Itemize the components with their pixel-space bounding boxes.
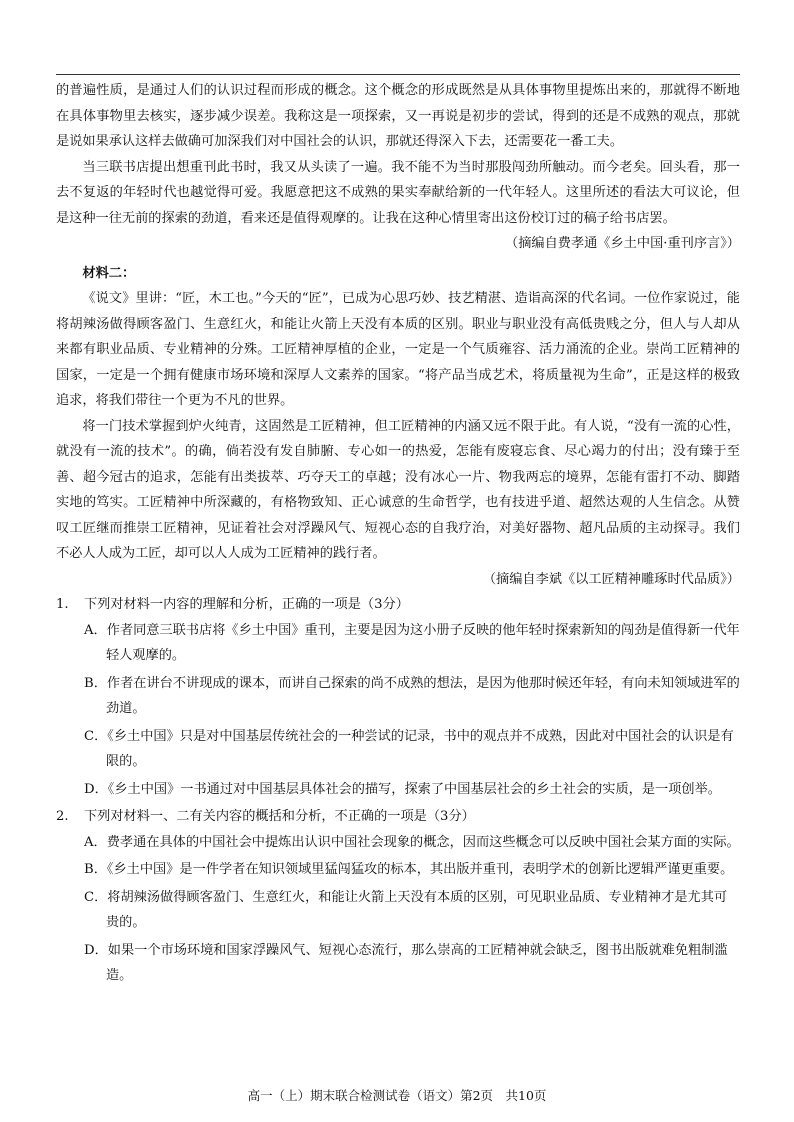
option-a: A．作者同意三联书店将《乡土中国》重刊，主要是因为这小册子反映的他年轻时探索新知的闯劲是值得新一代年轻人观摩的。 [84, 622, 740, 663]
option-c: C．《乡土中国》只是对中国基层传统社会的一种尝试的记录，书中的观点并不成熟，因此对中国社会的认识是有限的。 [84, 728, 734, 769]
question-stem: 下列对材料一、二有关内容的概括和分析，不正确的一项是（3分） [84, 809, 475, 824]
source-citation: （摘编自费孝通《乡土中国·重刊序言》） [505, 236, 740, 251]
option-a: A．费孝通在具体的中国社会中提炼出认识中国社会现象的概念，因而这些概念可以反映中国社会某方面的实际。 [84, 834, 740, 850]
question-stem: 下列对材料一内容的理解和分析，正确的一项是（3分） [84, 597, 409, 612]
page-footer: 高一（上）期末联合检测试卷（语文）第2页 共10页 [247, 1088, 547, 1103]
question-number: 2. [56, 809, 69, 824]
option-d: D．如果一个市场环境和国家浮躁风气、短视心态流行，那么崇高的工匠精神就会缺乏，图书出版就难免粗制滥造。 [84, 942, 728, 983]
question-2 [56, 804, 740, 989]
option-b: B．作者在讲台不讲现成的课本，而讲自己探索的尚不成熟的想法，是因为他那时候还年轻，有向未知领域进军的劲道。 [84, 675, 740, 716]
option-c: C．将胡辣汤做得顾客盈门、生意红火，和能让火箭上天没有本质的区别，可见职业品质、专业精神才是尤其可贵的。 [84, 889, 728, 930]
material2-paragraph: 将一门技术掌握到炉火纯青，这固然是工匠精神，但工匠精神的内涵又远不限于此。有人说，“没有一流的心性，就没有一流的技术”。的确，倘若没有发自肺腑、专心如一的热爱，怎能有废寝忘食、尽心竭力的付出；没有臻于至善、超今冠古的追求，怎能有出类拔萃、巧夺天工的卓越；没有冰心一片、物我两忘的境界，怎能有雷打不动、脚踏实地的笃实。工匠精神中所深藏的，有格物致知、正心诚意的生命哲学，也有技进乎道、超然达观的人生信念。从赞叹工匠继而推崇工匠精神，见证着社会对浮躁风气、短视心态的自我疗治，对美好器物、超凡品质的主动探寻。我们不必人人成为工匠，却可以人人成为工匠精神的践行者。 [56, 418, 740, 561]
source-citation: （摘编自李斌《以工匠精神雕琢时代品质》） [482, 571, 740, 587]
page-content [56, 78, 740, 991]
material1-paragraph: 当三联书店提出想重刊此书时，我又从头读了一遍。我不能不为当时那股闯劲所触动。而今老矣。回头看，那一去不复返的年轻时代也越觉得可爱。我愿意把这不成熟的果实奉献给新的一代年轻人。这里所述的看法大可议论，但是这种一往无前的探索的劲道，看来还是值得观摩的。让我在这种心情里寄出这份校订过的稿子给书店罢。 [56, 159, 740, 226]
material2-paragraph: 《说文》里讲：“匠，木工也。”今天的“匠”，已成为心思巧妙、技艺精湛、造诣高深的代名词。一位作家说过，能将胡辣汤做得顾客盈门、生意红火，和能让火箭上天没有本质的区别。职业与职业没有高低贵贱之分，但人与人却从来都有职业品质、专业精神的分殊。工匠精神厚植的企业，一定是一个气质雍容、活力涌流的企业。崇尚工匠精神的国家，一定是一个拥有健康市场环境和深厚人文素养的国家。“将产品当成艺术，将质量视为生命”，正是这样的极致追求，将我们带往一个更为不凡的世界。 [56, 291, 740, 408]
material2-heading: 材料二： [82, 265, 136, 281]
header-rule [56, 74, 740, 75]
material1-paragraph: 的普遍性质，是通过人们的认识过程而形成的概念。这个概念的形成既然是从具体事物里提炼出来的，那就得不断地在具体事物里去核实，逐步减少误差。我称这是一项探索，又一再说是初步的尝试，得到的还是不成熟的观点，那就是说如果承认这样去做确可加深我们对中国社会的认识，那就还得深入下去，还需要花一番工夫。 [56, 83, 740, 149]
question-number: 1. [56, 597, 69, 612]
question-1 [56, 592, 740, 802]
option-d: D．《乡土中国》一书通过对中国基层具体社会的描写，探索了中国基层社会的乡土社会的实质，是一项创举。 [84, 781, 721, 797]
option-b: B．《乡土中国》是一件学者在知识领域里猛闯猛攻的标本，其出版并重刊，表明学术的创新比逻辑严谨更重要。 [84, 862, 734, 877]
